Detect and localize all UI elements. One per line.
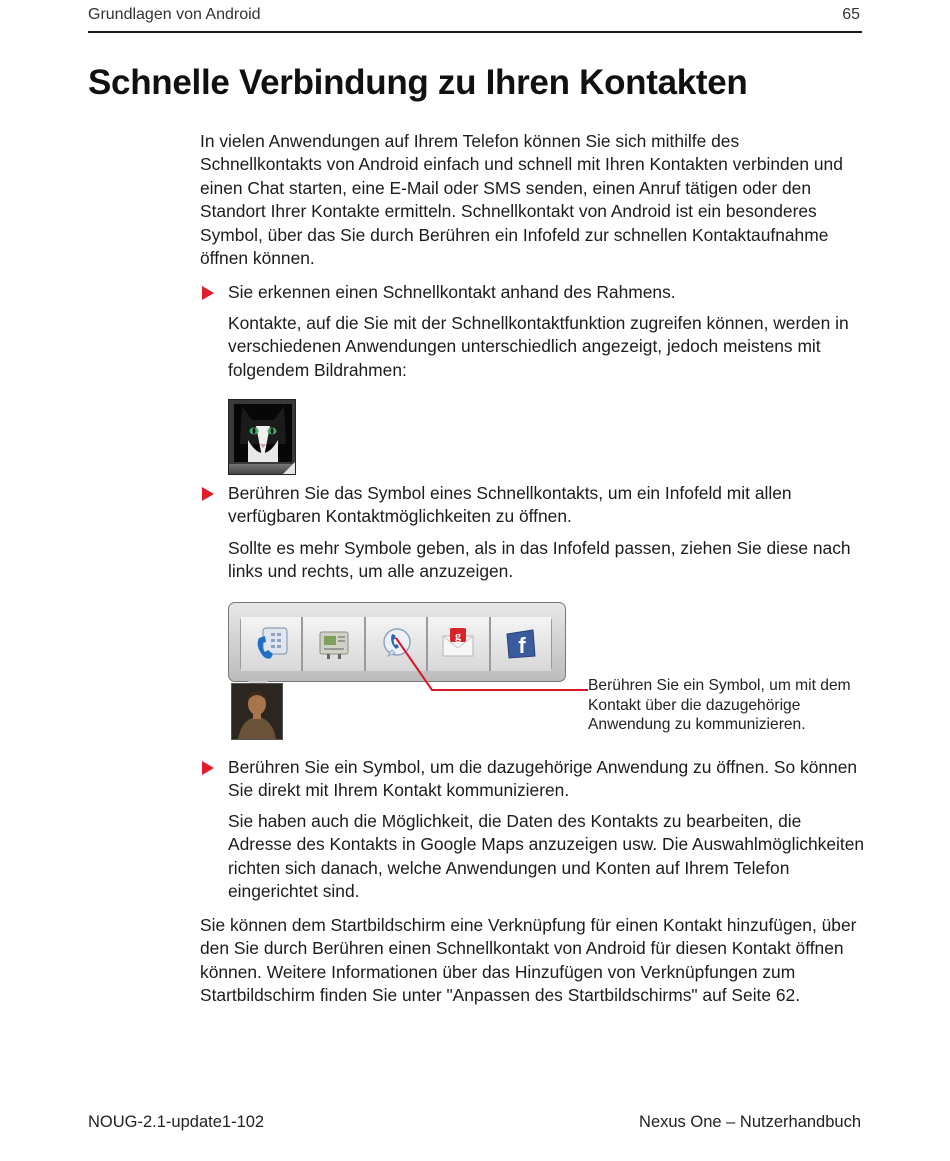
badge-corner-icon — [283, 462, 295, 474]
quick-contact-panel — [228, 602, 566, 682]
facebook-icon[interactable] — [491, 617, 551, 671]
step-1-text: Sie erkennen einen Schnellkontakt anhand des Rahmens. — [228, 282, 676, 302]
step-2-text: Berühren Sie das Symbol eines Schnellkontakts, um ein Infofeld mit allen verfügbaren Kontaktmöglichkeiten zu öffnen. — [228, 483, 792, 527]
step-2-detail: Sollte es mehr Symbole geben, als in das Infofeld passen, ziehen Sie diese nach links und rechts, um alle anzuzeigen. — [228, 538, 851, 582]
footer-doc-id: NOUG-2.1-update1-102 — [88, 1113, 265, 1131]
quick-contact-icon-bar — [240, 617, 552, 671]
sms-icon[interactable] — [303, 617, 363, 671]
step-3-detail: Sie haben auch die Möglichkeit, die Daten des Kontakts zu bearbeiten, die Adresse des Kontakts in Google Maps anzuzeigen usw. Die Auswahlmöglichkeiten richten sich danach, welche Anwendungen und Konten auf Ihrem Telefon eingerichtet sind. — [228, 811, 865, 902]
facebook-glyph: f — [518, 633, 526, 658]
quick-contact-badge — [228, 399, 296, 475]
cat-photo — [234, 404, 292, 462]
running-header — [88, 5, 862, 33]
step-3-text: Berühren Sie ein Symbol, um die dazugehörige Anwendung zu öffnen. So können Sie direkt mit Ihrem Kontakt kommunizieren. — [228, 757, 858, 801]
page-title: Schnelle Verbindung zu Ihren Kontakten — [88, 63, 748, 102]
contact-avatar[interactable] — [231, 683, 283, 740]
closing-paragraph: Sie können dem Startbildschirm eine Verknüpfung für einen Kontakt hinzufügen, über den Sie durch Berühren einen Schnellkontakt von Android für diesen Kontakt öffnen können. Weitere Informationen über das Hinzufügen von Verknüpfungen zum Startbildschirm finden Sie unter "Anpassen des Startbildschirms" auf Seite 62. — [200, 915, 857, 1006]
intro-paragraph: In vielen Anwendungen auf Ihrem Telefon können Sie sich mithilfe des Schnellkontakts von Android einfach und schnell mit Ihren Kontakten verbinden und einen Chat starten, eine E-Mail oder SMS senden, einen Anruf tätigen oder den Standort Ihrer Kontakte ermitteln. Schnellkontakt von Android ist ein besonderes Symbol, über das Sie durch Berühren ein Infofeld zur schnellen Kontaktaufnahme öffnen können. — [200, 131, 843, 269]
bullet-arrow-icon — [202, 761, 214, 775]
figure-callout: Berühren Sie ein Symbol, um mit dem Kontakt über die dazugehörige Anwendung zu kommunizieren. — [588, 677, 851, 734]
step-3 — [228, 756, 865, 803]
talk-icon[interactable] — [366, 617, 426, 671]
footer-doc-title: Nexus One – Nutzerhandbuch — [639, 1113, 861, 1131]
header-page-number: 65 — [842, 6, 860, 23]
step-2 — [228, 482, 865, 529]
bullet-arrow-icon — [202, 286, 214, 300]
phone-icon[interactable] — [241, 617, 301, 671]
step-1-detail: Kontakte, auf die Sie mit der Schnellkontaktfunktion zugreifen können, werden in verschiedenen Anwendungen unterschiedlich angezeigt, jedoch meistens mit folgendem Bildrahmen: — [228, 313, 849, 380]
gmail-glyph: g — [455, 628, 462, 643]
step-1 — [228, 281, 865, 304]
gmail-icon[interactable] — [428, 617, 488, 671]
header-section: Grundlagen von Android — [88, 6, 261, 23]
bullet-arrow-icon — [202, 487, 214, 501]
